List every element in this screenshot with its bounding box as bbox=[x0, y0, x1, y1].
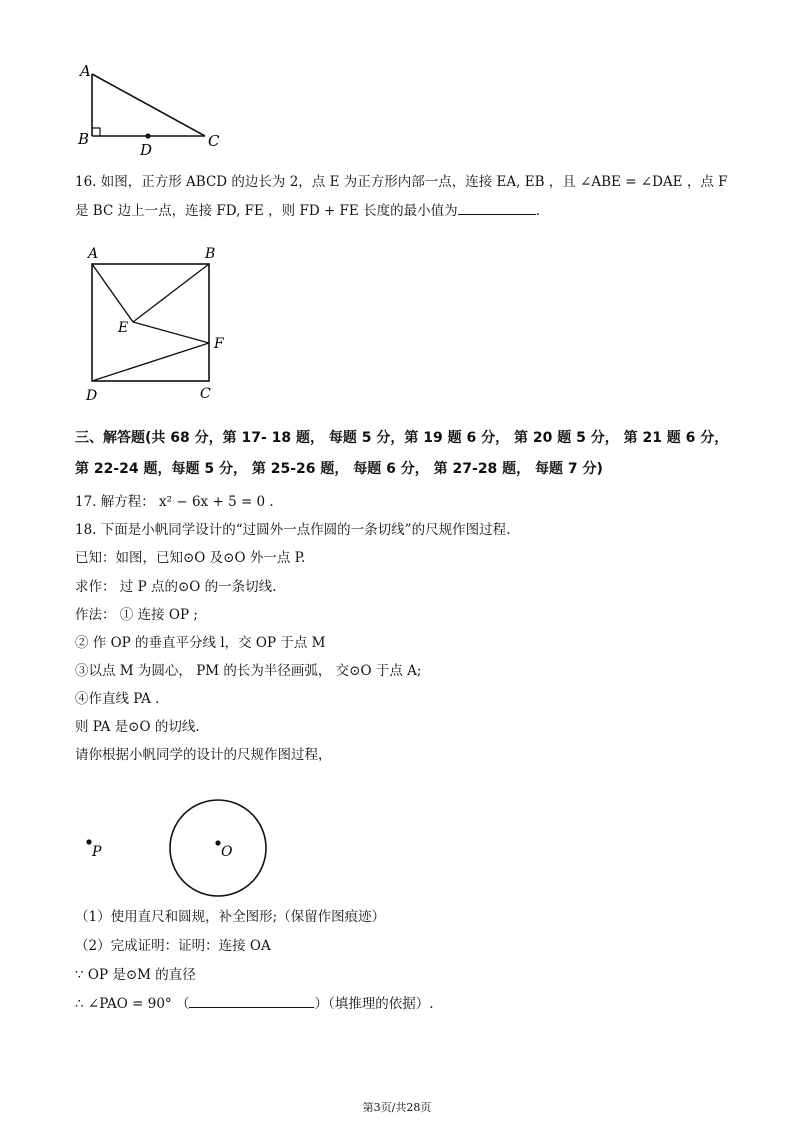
square-ABCD bbox=[92, 264, 209, 381]
label-A: A bbox=[88, 246, 99, 262]
circle-figure bbox=[78, 792, 278, 904]
section3-heading-line1: 三、解答题(共 68 分，第 17- 18 题， 每题 5 分，第 19 题 6 分， 第 20 题 5 分， 第 21 题 6 分， bbox=[75, 430, 729, 446]
page-footer: 第3页/共28页 bbox=[362, 1101, 432, 1114]
section3-heading-line2: 第 22-24 题，每题 5 分， 第 25-26 题， 每题 6 分， 第 27-28 题， 每题 7 分) bbox=[75, 461, 603, 477]
segment-EB bbox=[133, 264, 209, 322]
segment-AC bbox=[92, 74, 205, 136]
q17-text: 17. 解方程： x² − 6x + 5 = 0 . bbox=[75, 494, 274, 510]
q18-step3: ③以点 M 为圆心， PM 的长为半径画弧， 交⊙O 于点 A; bbox=[75, 663, 422, 679]
segment-EF bbox=[133, 322, 209, 343]
q16-answer-blank[interactable] bbox=[458, 214, 536, 215]
triangle-figure bbox=[70, 58, 240, 160]
q18-part2: （2）完成证明：证明：连接 OA bbox=[75, 938, 271, 954]
q18-reason-blank[interactable] bbox=[189, 1007, 314, 1008]
label-F: F bbox=[214, 336, 224, 352]
q18-therefore-end: ）（填推理的依据）. bbox=[314, 996, 434, 1012]
q18-find: 求作： 过 P 点的⊙O 的一条切线. bbox=[75, 579, 277, 595]
q18-request: 请你根据小帆同学的设计的尺规作图过程， bbox=[75, 747, 332, 763]
label-E: E bbox=[118, 320, 129, 336]
q18-step4: ④作直线 PA . bbox=[75, 691, 160, 707]
q18-step1: 作法： ① 连接 OP ; bbox=[75, 607, 198, 623]
label-A: A bbox=[80, 62, 91, 80]
label-C: C bbox=[200, 386, 211, 402]
point-P bbox=[86, 839, 91, 844]
point-O bbox=[215, 840, 220, 845]
q18-intro: 18. 下面是小帆同学设计的“过圆外一点作圆的一条切线”的尺规作图过程. bbox=[75, 522, 511, 538]
q18-therefore bbox=[75, 995, 434, 1013]
label-O: O bbox=[221, 844, 233, 860]
square-figure bbox=[78, 242, 238, 408]
right-angle-mark bbox=[92, 128, 100, 136]
q18-therefore-start: ∴ ∠PAO = 90° （ bbox=[75, 996, 190, 1012]
q18-because: ∵ OP 是⊙M 的直径 bbox=[75, 967, 196, 983]
label-D: D bbox=[140, 141, 153, 159]
q16-line2-text: 是 BC 边上一点，连接 FD, FE ，则 FD + FE 长度的最小值为 bbox=[75, 203, 458, 219]
label-P: P bbox=[92, 844, 102, 860]
point-D bbox=[145, 133, 150, 138]
q16-line2-end: . bbox=[535, 203, 540, 219]
q18-conclusion: 则 PA 是⊙O 的切线. bbox=[75, 719, 200, 735]
label-C: C bbox=[208, 132, 220, 150]
segment-EA bbox=[92, 264, 133, 322]
q18-part1: （1）使用直尺和圆规，补全图形;（保留作图痕迹） bbox=[75, 909, 386, 925]
q18-step2: ② 作 OP 的垂直平分线 l，交 OP 于点 M bbox=[75, 635, 326, 651]
q16-line2 bbox=[75, 202, 540, 220]
q18-known: 已知：如图，已知⊙O 及⊙O 外一点 P. bbox=[75, 550, 306, 566]
q16-line1: 16. 如图，正方形 ABCD 的边长为 2，点 E 为正方形内部一点，连接 EA, EB ，且 ∠ABE = ∠DAE ，点 F bbox=[75, 174, 728, 190]
label-D: D bbox=[86, 388, 98, 404]
circle-O bbox=[170, 800, 266, 896]
label-B: B bbox=[78, 130, 90, 148]
label-B: B bbox=[205, 246, 216, 262]
segment-FD bbox=[92, 343, 209, 381]
